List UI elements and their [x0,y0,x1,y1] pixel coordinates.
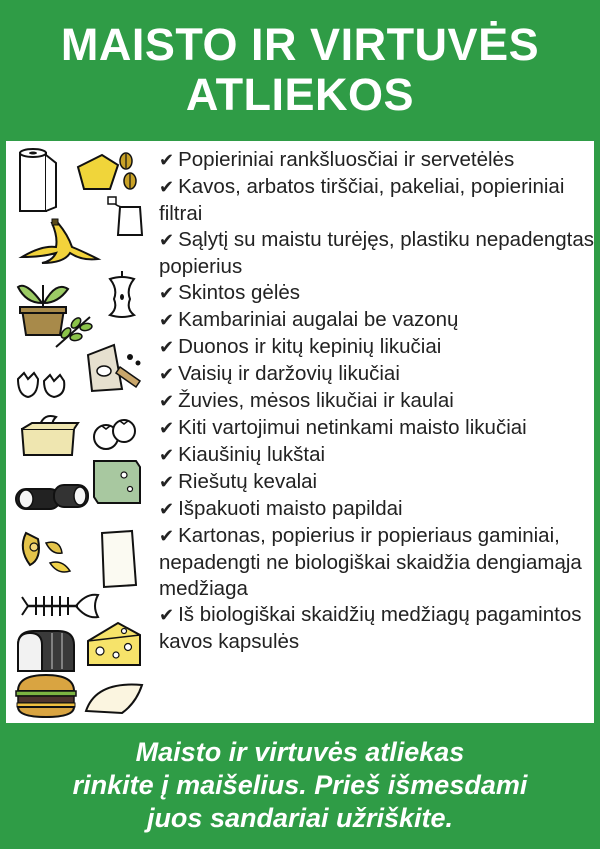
list-item-text: Riešutų kevalai [178,470,318,493]
cheese-slice-icon [90,457,144,507]
list-item [159,415,599,442]
checkmark-icon: ✔ [159,445,175,466]
content-panel [6,141,594,723]
tomatoes-icon [90,413,140,453]
checkmark-icon: ✔ [159,177,175,198]
list-item-text: Žuvies, mėsos likučiai ir kaulai [178,389,454,412]
list-item [159,388,599,415]
list-item [159,334,599,361]
pastry-icon [82,677,146,717]
list-item-text: Sąlytį su maistu turėjęs, plastiku nepadengtas popierius [159,228,595,278]
list-item [159,227,599,280]
header [0,0,600,140]
cheese-and-coffee-beans-icon [74,149,142,195]
checkmark-icon: ✔ [159,230,175,251]
checkmark-icon: ✔ [159,472,175,493]
list-item-text: Kiti vartojimui netinkami maisto likučiai [178,416,527,439]
list-item [159,442,599,469]
checkmark-icon: ✔ [159,283,175,304]
list-item [159,147,599,174]
apple-core-icon [102,269,142,319]
cheese-wedge-icon [84,619,144,669]
list-item [159,523,599,602]
checkmark-icon: ✔ [159,310,175,331]
fish-bones-icon [20,589,100,623]
list-item [159,469,599,496]
burger-icon [14,673,78,719]
banana-peel-icon [12,217,104,265]
list-item-text: Iš biologiškai skaidžių medžiagų pagamintos kavos kapsulės [159,603,582,653]
nuts-icon [16,525,76,581]
checkmark-icon: ✔ [159,526,175,547]
footer-line-3: juos sandariai užriškite. [146,802,454,833]
list-item-text: Kartonas, popierius ir popieriaus gaminiai, nepadengti ne biologiškai skaidžia dengiamąja medžiaga [159,524,582,600]
bread-rolls-icon [14,481,90,515]
list-item-text: Popieriniai rankšluosčiai ir servetėlės [178,148,515,171]
checkmark-icon: ✔ [159,605,175,626]
checkmark-icon: ✔ [159,499,175,520]
list-item-text: Išpakuoti maisto papildai [178,497,403,520]
title-line-2: ATLIEKOS [185,69,415,120]
checkmark-icon: ✔ [159,364,175,385]
footer [0,730,600,840]
list-item [159,307,599,334]
list-item-text: Vaisių ir daržovių likučiai [178,362,400,385]
paper-towel-roll-icon [16,147,60,213]
paper-sheet-icon [98,529,140,589]
list-item [159,280,599,307]
checkmark-icon: ✔ [159,391,175,412]
checkmark-icon: ✔ [159,150,175,171]
list-item-text: Kiaušinių lukštai [178,443,326,466]
checkmark-icon: ✔ [159,337,175,358]
list-item [159,174,599,227]
list-item [159,602,599,655]
accepted-items-list [159,147,599,655]
list-item-text: Kavos, arbatos tirščiai, pakeliai, popieriniai filtrai [159,175,565,225]
flour-sack-icon [82,341,146,395]
list-item [159,496,599,523]
footer-line-2: rinkite į maišelius. Prieš išmesdami [72,769,528,800]
eggshell-icon [14,359,70,401]
tea-bag-icon [106,195,146,239]
title-line-1: MAISTO IR VIRTUVĖS [60,19,540,70]
list-item-text: Kambariniai augalai be vazonų [178,308,459,331]
tissue-box-icon [16,411,80,459]
bread-loaf-icon [14,625,78,675]
list-item [159,361,599,388]
list-item-text: Duonos ir kitų kepinių likučiai [178,335,442,358]
icon-column [6,141,156,723]
list-item-text: Skintos gėlės [178,281,301,304]
checkmark-icon: ✔ [159,418,175,439]
footer-line-1: Maisto ir virtuvės atliekas [135,736,465,767]
